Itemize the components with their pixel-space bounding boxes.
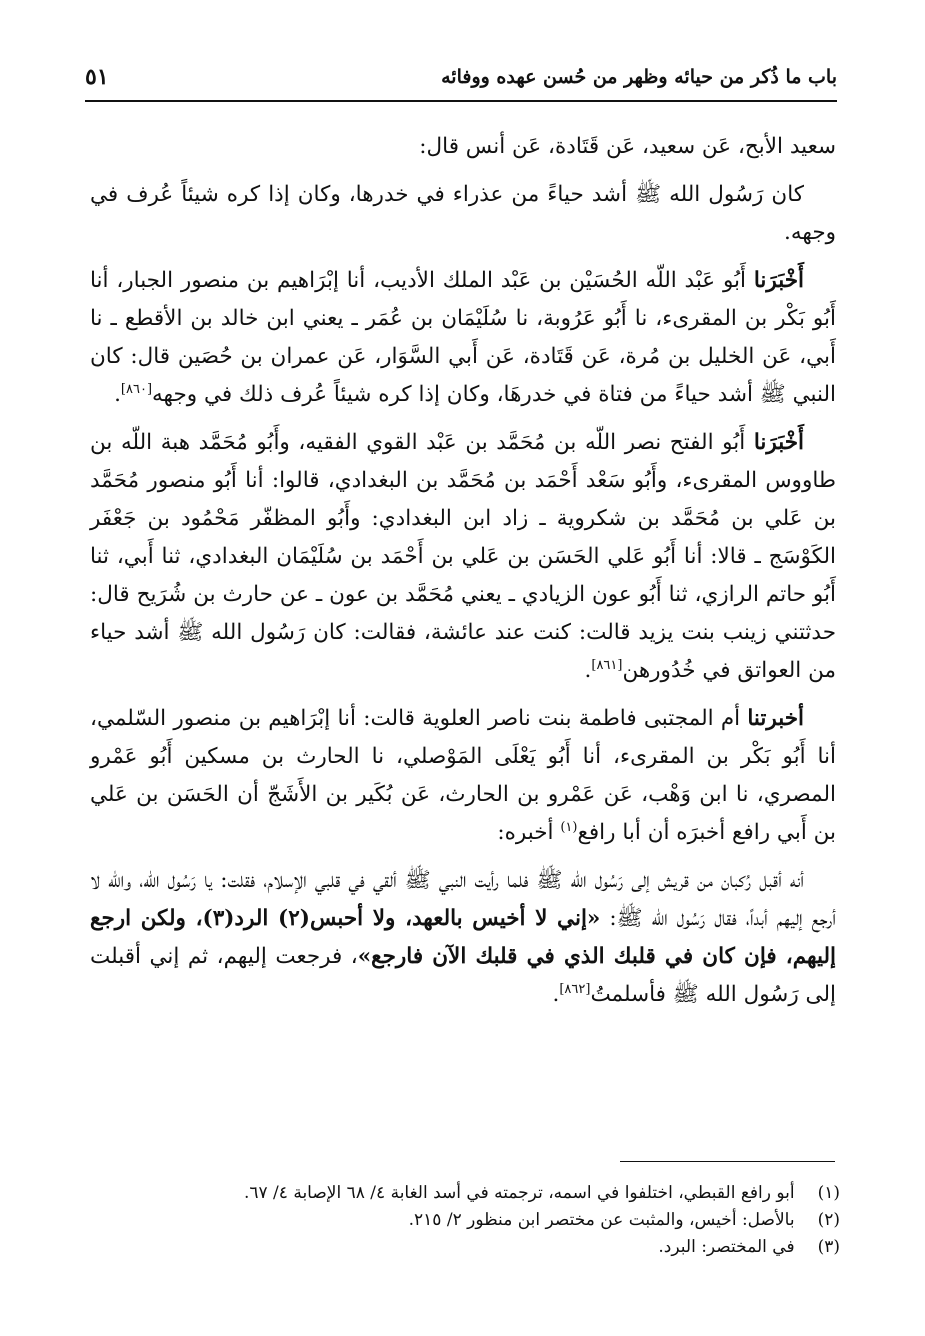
running-title: باب ما ذُكر من حيائه وظهر من حُسن عهده ووفائه — [441, 66, 837, 88]
paragraph-text: سعيد الأبح، عَن سعيد، عَن قَتَادة، عَن أنس قال: — [419, 134, 836, 159]
paragraph-3 — [90, 262, 836, 414]
footnotes — [120, 1180, 840, 1261]
footnote-1 — [120, 1180, 840, 1207]
paragraph-lead-word: أخبرتنا — [747, 706, 804, 731]
paragraph-text: كان رَسُول الله ﷺ أشد حياءً من عذراء في خدرها، وكان إذا كره شيئاً عُرف في وجهه. — [90, 182, 836, 245]
footnote-number: (١) — [817, 1183, 840, 1203]
paragraph-tail: . — [584, 658, 592, 683]
main-text — [90, 128, 836, 1024]
footnote-number: (٢) — [817, 1210, 840, 1230]
paragraph-tail: . — [552, 982, 560, 1007]
footnote-2 — [120, 1207, 840, 1234]
footnote-divider — [620, 1161, 835, 1162]
page-number: ٥١ — [85, 64, 109, 90]
page-header — [85, 66, 837, 102]
paragraph-lead-word: أَخْبَرَنا — [753, 268, 804, 293]
footnote-text: في المختصر: البرد. — [658, 1237, 795, 1257]
paragraph-2 — [90, 176, 836, 252]
footnote-text: بالأصل: أخيس، والمثبت عن مختصر ابن منظور ٢/ ٢١٥. — [408, 1210, 795, 1230]
paragraph-after-quote: ، فرجعت إليهم، ثم إني أقبلت إلى رَسُول الله ﷺ فأسلمتُ — [90, 944, 836, 1007]
paragraph-4 — [90, 424, 836, 690]
paragraph-6 — [90, 862, 836, 1014]
hadith-number: [٨٦٠] — [120, 381, 153, 397]
paragraph-tail: أخبره: — [497, 820, 561, 845]
footnote-text: أبو رافع القبطي، اختلفوا في اسمه، ترجمته في أسد الغابة ٤/ ٦٨ الإصابة ٤/ ٦٧. — [243, 1183, 795, 1203]
paragraph-text: أَبُو عَبْد اللّه الحُسَيْن بن عَبْد الملك الأديب، أنا إبْرَاهيم بن منصور الجبار، أنا أَبُو بَكْر بن المقرىء، نا أَبُو عَرُوبة، نا سُلَيْمَان بن عُمَر ـ يعني ابن خالد بن الأقطع ـ نا أَبي، عَن الخليل بن مُرة، عَن قَتَادة، عَن أَبي السَّوَار، عَن عمران بن حُصَين قال: كان النبي ﷺ أشد حياءً من فتاة في خدرهَا، وكان إذا كره شيئاً عُرف ذلك في وجهه — [90, 268, 836, 407]
paragraph-text: أَبُو الفتح نصر اللّه بن مُحَمَّد بن عَبْد القوي الفقيه، وأَبُو مُحَمَّد هبة اللّه بن طاووس المقرىء، وأَبُو سَعْد أَحْمَد بن مُحَمَّد بن البغدادي، قالوا: أنا أَبُو منصور مُحَمَّد بن عَلي بن مُحَمَّد بن شكروية ـ زاد ابن البغدادي: وأَبُو المظفّر مَحْمُود بن جَعْفَر الكَوْسَج ـ قالا: أنا أَبُو عَلي الحَسَن بن عَلي بن أَحْمَد بن سُلَيْمَان البغدادي، ثنا أَبي، ثنا أَبُو حاتم الرازي، ثنا أَبُو عون الزيادي ـ يعني مُحَمَّد بن عون ـ عن حارث بن شُرَيح قال: حدثتني زينب بنت يزيد قالت: كنت عند عائشة، فقالت: كان رَسُول الله ﷺ أشد حياء من العواتق في خُدُورهن — [90, 430, 836, 683]
hadith-number: [٨٦١] — [591, 657, 623, 673]
paragraph-tail: . — [114, 382, 121, 407]
prophet-quote: «إني لا أخيس بالعهد، ولا أحبس(٢) الرد(٣)، ولكن ارجع إليهم، فإن كان في قلبك الذي في قلبك الآن فارجع» — [90, 906, 836, 969]
paragraph-1 — [90, 128, 836, 166]
hadith-number: [٨٦٢] — [559, 981, 591, 997]
footnote-reference: (١) — [560, 819, 578, 835]
footnote-number: (٣) — [817, 1237, 840, 1257]
paragraph-lead-word: أَخْبَرَنا — [753, 430, 805, 455]
paragraph-5 — [90, 700, 836, 852]
paragraph-text: أنه أقبل رُكبان من قريش إلى رَسُول الله ﷺ فلما رأيت النبي ﷺ ألقي في قلبي الإسلام، فقلت: يا رَسُول الله، والله لا أرجع إليهم أبداً، فقال رَسُول الله ﷺ: — [90, 868, 836, 931]
paragraph-text: أم المجتبى فاطمة بنت ناصر العلوية قالت: أنا إبْرَاهيم بن منصور السّلمي، أنا أَبُو بَكْر بن المقرىء، أنا أَبُو يَعْلَى المَوْصلي، نا الحارث بن مسكين أَبُو عَمْرو المصري، نا ابن وَهْب، عَن عَمْرو بن الحارث، عَن بُكَير بن الأَشَجّ أن الحَسَن بن عَلي بن أَبي رافع أخبرَه أن أبا رافع — [90, 706, 836, 845]
footnote-3 — [120, 1234, 840, 1261]
